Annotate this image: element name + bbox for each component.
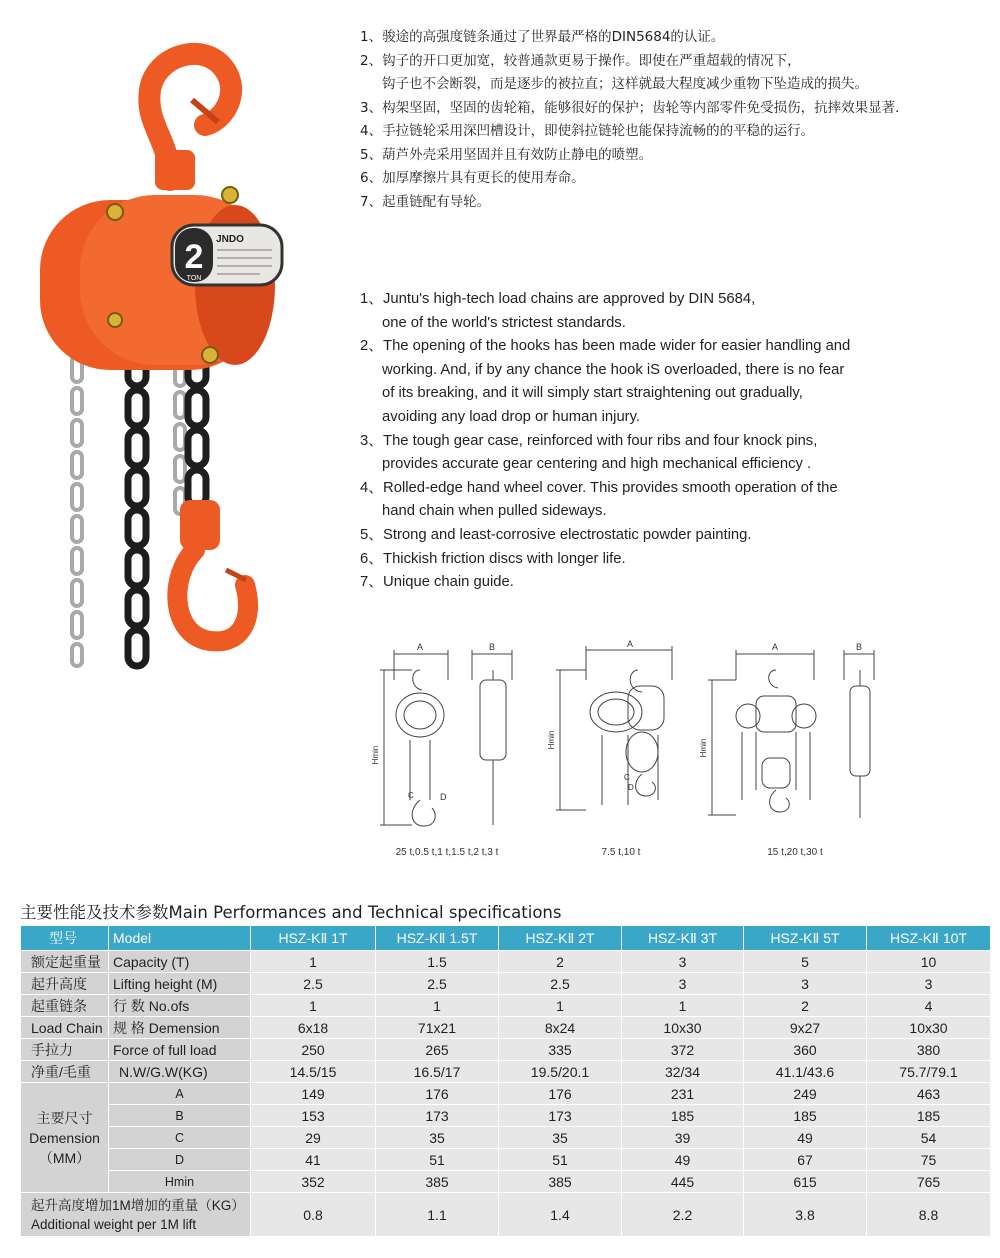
diagram-small-drawing <box>372 640 522 845</box>
table-cell: 352 <box>251 1171 376 1193</box>
row-label-cn: 起升高度 <box>21 973 109 995</box>
table-cell: 176 <box>499 1083 622 1105</box>
header-model-1: HSZ-KⅡ 1T <box>251 926 376 951</box>
capacity-number: 2 <box>184 238 204 276</box>
feature-cn-3: 3、构架坚固，坚固的齿轮箱，能够很好的保护；齿轮等内部零件免受损伤，抗摔效果显著． <box>360 99 909 116</box>
dimension-group-en: Demension <box>29 1129 100 1146</box>
table-cell: 14.5/15 <box>251 1061 376 1083</box>
row-label-en: 规 格 Demension <box>109 1017 251 1039</box>
diagram-small-hoist <box>372 640 522 860</box>
table-cell: 185 <box>867 1105 991 1127</box>
table-cell: 2.5 <box>376 973 499 995</box>
feature-en-3-line2: provides accurate gear centering and high mechanical efficiency . <box>382 456 812 473</box>
feature-cn-7: 7、起重链配有导轮。 <box>360 193 491 210</box>
feature-cn-2-cont: 钩子也不会断裂，而是逐步的被拉直；这样就最大程度减少重物下坠造成的损失。 <box>382 76 868 92</box>
table-cell: 75 <box>867 1149 991 1171</box>
table-row-falls <box>21 995 991 1017</box>
table-row-dim-hmin <box>21 1171 991 1193</box>
header-model-6: HSZ-KⅡ 10T <box>867 926 991 951</box>
table-cell: 250 <box>251 1039 376 1061</box>
feature-cn-4: 4、手拉链轮采用深凹槽设计，即使斜拉链轮也能保持流畅的的平稳的运行。 <box>360 123 815 139</box>
additional-weight-cn: 起升高度增加1M增加的重量（KG） <box>31 1197 245 1213</box>
additional-weight-label <box>21 1193 251 1237</box>
table-cell: 32/34 <box>622 1061 744 1083</box>
table-cell: 35 <box>499 1127 622 1149</box>
dim-d-label: D <box>440 792 447 802</box>
row-label-en: Lifting height (M) <box>109 973 251 995</box>
row-label-cn: 起重链条 <box>21 995 109 1017</box>
row-label-cn: Load Chain <box>21 1017 109 1039</box>
table-row-dim-d <box>21 1149 991 1171</box>
feature-cn-5: 5、葫芦外壳采用坚固并且有效防止静电的喷塑。 <box>360 146 653 163</box>
table-cell: 149 <box>251 1083 376 1105</box>
row-label-en: N.W/G.W(KG) <box>109 1061 251 1083</box>
feature-en-2-line2: working. And, if by any chance the hook iS overloaded, there is no fear <box>382 361 845 378</box>
table-cell: 10x30 <box>867 1017 991 1039</box>
dim-a-label: A <box>771 642 779 652</box>
feature-en-4: 4、Rolled-edge hand wheel cover. This provides smooth operation of the <box>360 479 838 496</box>
header-model-3: HSZ-KⅡ 2T <box>499 926 622 951</box>
table-cell: 1.5 <box>376 951 499 973</box>
table-row-dim-b <box>21 1105 991 1127</box>
dimension-group-cn: 主要尺寸 <box>36 1109 93 1126</box>
table-row-weight <box>21 1061 991 1083</box>
table-cell: 19.5/20.1 <box>499 1061 622 1083</box>
table-cell: 9x27 <box>744 1017 867 1039</box>
table-cell: 39 <box>622 1127 744 1149</box>
dim-b-label: B <box>855 642 863 652</box>
row-label-cn: 额定起重量 <box>21 951 109 973</box>
chain-hoist-drawing <box>20 30 340 670</box>
table-cell: 249 <box>744 1083 867 1105</box>
dim-d-label: D <box>628 783 634 792</box>
feature-en-7: 7、Unique chain guide. <box>360 574 514 591</box>
table-cell: 49 <box>622 1149 744 1171</box>
chain-hoist-image <box>20 30 340 670</box>
dim-a-label: A <box>416 642 424 652</box>
diagram-medium-drawing <box>546 640 696 845</box>
feature-cn-2: 2、钩子的开口更加宽，较普通款更易于操作。即使在严重超载的情况下， <box>360 52 801 69</box>
table-cell: 2.5 <box>251 973 376 995</box>
table-cell: 5 <box>744 951 867 973</box>
table-cell: 463 <box>867 1083 991 1105</box>
table-row-dim-c <box>21 1127 991 1149</box>
dim-hmin-label: Hmin <box>371 745 380 765</box>
table-header-row <box>21 926 991 951</box>
table-cell: 4 <box>867 995 991 1017</box>
table-cell: 385 <box>499 1171 622 1193</box>
dimension-group-unit: （MM） <box>38 1149 91 1166</box>
table-cell: 10x30 <box>622 1017 744 1039</box>
table-cell: 765 <box>867 1171 991 1193</box>
table-cell: 615 <box>744 1171 867 1193</box>
dim-hmin-label: Hmin <box>547 730 556 750</box>
dim-label: A <box>109 1083 251 1105</box>
feature-en-6: 6、Thickish friction discs with longer life. <box>360 550 626 567</box>
table-cell: 0.8 <box>251 1193 376 1237</box>
features-english <box>360 288 980 595</box>
table-cell: 176 <box>376 1083 499 1105</box>
table-cell: 1.4 <box>499 1193 622 1237</box>
feature-en-2-line4: avoiding any load drop or human injury. <box>382 408 641 425</box>
table-cell: 29 <box>251 1127 376 1149</box>
table-cell: 2 <box>499 951 622 973</box>
dim-b-label: B <box>488 642 496 652</box>
table-cell: 10 <box>867 951 991 973</box>
row-label-en: 行 数 No.ofs <box>109 995 251 1017</box>
feature-en-2-line3: of its breaking, and it will simply start straightening out gradually, <box>382 385 803 402</box>
diagram-large-drawing <box>700 640 890 845</box>
table-cell: 185 <box>744 1105 867 1127</box>
row-label-en: Capacity (T) <box>109 951 251 973</box>
table-cell: 16.5/17 <box>376 1061 499 1083</box>
diagram-large-hoist <box>700 640 890 860</box>
dim-label: Hmin <box>109 1171 251 1193</box>
table-cell: 1 <box>251 995 376 1017</box>
table-cell: 335 <box>499 1039 622 1061</box>
header-model-en: Model <box>109 926 251 951</box>
header-model-2: HSZ-KⅡ 1.5T <box>376 926 499 951</box>
table-cell: 1 <box>622 995 744 1017</box>
diagram-caption: 25 t,0.5 t,1 t,1.5 t,2 t,3 t <box>395 847 499 858</box>
table-cell: 385 <box>376 1171 499 1193</box>
table-row-chain-dimension <box>21 1017 991 1039</box>
table-cell: 2 <box>744 995 867 1017</box>
table-row-force <box>21 1039 991 1061</box>
features-chinese <box>360 26 980 214</box>
table-cell: 51 <box>499 1149 622 1171</box>
table-cell: 71x21 <box>376 1017 499 1039</box>
table-cell: 3.8 <box>744 1193 867 1237</box>
row-label-cn: 净重/毛重 <box>21 1061 109 1083</box>
table-cell: 41 <box>251 1149 376 1171</box>
table-cell: 1 <box>251 951 376 973</box>
table-cell: 2.2 <box>622 1193 744 1237</box>
table-cell: 1.1 <box>376 1193 499 1237</box>
table-cell: 360 <box>744 1039 867 1061</box>
table-row-capacity <box>21 951 991 973</box>
dim-label: C <box>109 1127 251 1149</box>
header-model-4: HSZ-KⅡ 3T <box>622 926 744 951</box>
table-cell: 445 <box>622 1171 744 1193</box>
table-cell: 3 <box>622 951 744 973</box>
additional-weight-en: Additional weight per 1M lift <box>31 1216 197 1232</box>
table-cell: 173 <box>376 1105 499 1127</box>
table-cell: 1 <box>499 995 622 1017</box>
table-cell: 6x18 <box>251 1017 376 1039</box>
feature-en-5: 5、Strong and least-corrosive electrostatic powder painting. <box>360 526 752 543</box>
feature-en-2: 2、The opening of the hooks has been made wider for easier handling and <box>360 338 851 355</box>
brand-label: JNDO <box>216 234 244 245</box>
dim-c-label: C <box>624 773 630 782</box>
feature-en-1-line2: one of the world's strictest standards. <box>382 314 626 331</box>
table-cell: 185 <box>622 1105 744 1127</box>
header-model-cn: 型号 <box>21 926 109 951</box>
table-cell: 3 <box>744 973 867 995</box>
feature-cn-1: 1、骏途的高强度链条通过了世界最严格的DIN5684的认证。 <box>360 29 725 45</box>
table-row-dim-a <box>21 1083 991 1105</box>
table-row-lifting <box>21 973 991 995</box>
table-cell: 2.5 <box>499 973 622 995</box>
dim-label: B <box>109 1105 251 1127</box>
table-cell: 75.7/79.1 <box>867 1061 991 1083</box>
table-cell: 54 <box>867 1127 991 1149</box>
table-cell: 372 <box>622 1039 744 1061</box>
table-cell: 1 <box>376 995 499 1017</box>
row-label-en: Force of full load <box>109 1039 251 1061</box>
table-row-additional-weight <box>21 1193 991 1237</box>
spec-table <box>20 925 991 1237</box>
dim-label: D <box>109 1149 251 1171</box>
diagram-medium-hoist <box>546 640 696 860</box>
feature-en-3: 3、The tough gear case, reinforced with four ribs and four knock pins, <box>360 432 818 449</box>
table-cell: 49 <box>744 1127 867 1149</box>
dimension-group-label <box>21 1083 109 1193</box>
table-cell: 35 <box>376 1127 499 1149</box>
table-cell: 3 <box>867 973 991 995</box>
feature-en-1: 1、Juntu's high-tech load chains are approved by DIN 5684, <box>360 291 756 307</box>
table-cell: 173 <box>499 1105 622 1127</box>
table-cell: 8x24 <box>499 1017 622 1039</box>
table-cell: 380 <box>867 1039 991 1061</box>
table-cell: 51 <box>376 1149 499 1171</box>
feature-en-4-line2: hand chain when pulled sideways. <box>382 503 607 520</box>
table-cell: 153 <box>251 1105 376 1127</box>
table-cell: 231 <box>622 1083 744 1105</box>
diagram-caption: 15 t,20 t,30 t <box>767 847 823 858</box>
spec-section-title: 主要性能及技术参数Main Performances and Technical specifications <box>20 903 562 922</box>
dim-c-label: C <box>408 791 414 800</box>
table-cell: 67 <box>744 1149 867 1171</box>
row-label-cn: 手拉力 <box>21 1039 109 1061</box>
diagram-caption: 7.5 t,10 t <box>601 847 641 858</box>
dim-a-label: A <box>626 639 634 649</box>
table-cell: 3 <box>622 973 744 995</box>
table-cell: 265 <box>376 1039 499 1061</box>
dim-hmin-label: Hmin <box>699 738 708 758</box>
capacity-unit: TON <box>186 275 202 282</box>
table-cell: 8.8 <box>867 1193 991 1237</box>
header-model-5: HSZ-KⅡ 5T <box>744 926 867 951</box>
feature-cn-6: 6、加厚摩擦片具有更长的使用寿命。 <box>360 170 585 186</box>
table-cell: 41.1/43.6 <box>744 1061 867 1083</box>
